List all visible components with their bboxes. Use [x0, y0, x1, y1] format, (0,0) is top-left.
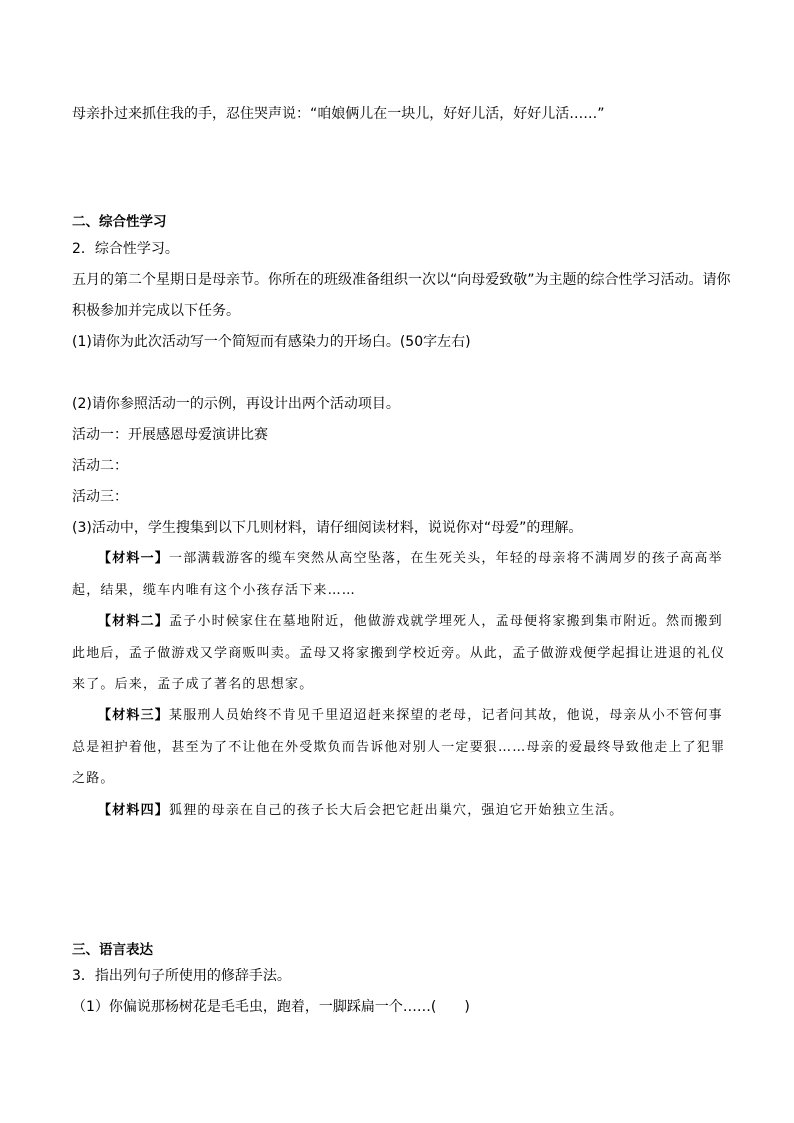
material-4: [72, 795, 727, 827]
question-3-item-1: （1）你偏说那杨树花是毛毛虫，跑着，一脚踩扁一个……( ): [72, 999, 470, 1015]
material-4-text: 狐狸的母亲在自己的孩子长大后会把它赶出巢穴，强迫它开始独立生活。: [169, 803, 624, 818]
material-3: [72, 700, 727, 795]
material-4-label: 【材料四】: [98, 803, 170, 818]
section-2-heading: 二、综合性学习: [72, 214, 167, 230]
activity-1: 活动一：开展感恩母爱演讲比赛: [72, 427, 268, 443]
quote-line: 母亲扑过来抓住我的手，忍住哭声说：“咱娘俩儿在一块儿，好好儿活，好好儿活……”: [72, 106, 605, 122]
material-1: [72, 543, 727, 606]
activity-3: 活动三：: [72, 489, 128, 505]
task-1: (1)请你为此次活动写一个简短而有感染力的开场白。(50字左右): [72, 334, 471, 350]
task-2: (2)请你参照活动一的示例，再设计出两个活动项目。: [72, 396, 400, 412]
question-3-title: 3．指出列句子所使用的修辞手法。: [72, 968, 291, 984]
section-3-heading: 三、语言表达: [72, 942, 153, 958]
material-1-text: 一部满载游客的缆车突然从高空坠落，在生死关头，年轻的母亲将不满周岁的孩子高高举起，结果，缆车内唯有这个小孩存活下来……: [72, 551, 723, 598]
activity-2: 活动二：: [72, 458, 128, 474]
material-1-label: 【材料一】: [98, 551, 170, 566]
material-2-text: 孟子小时候家住在墓地附近，他做游戏就学埋死人，孟母便将家搬到集市附近。然而搬到此地后，孟子做游戏又学商贩叫卖。孟母又将家搬到学校近旁。从此，孟子做游戏便学起揖让进退的礼仪来了。后来，孟子成了著名的思想家。: [72, 614, 726, 692]
question-2-title: 2．综合性学习。: [72, 241, 179, 257]
material-3-text: 某服刑人员始终不肯见千里迢迢赶来探望的老母，记者问其故，他说，母亲从小不管何事总是袒护着他，甚至为了不让他在外受欺负而告诉他对别人一定要狠……母亲的爱最终导致他走上了犯罪之路。: [72, 708, 726, 786]
material-2: [72, 606, 727, 701]
task-3: (3)活动中，学生搜集到以下几则材料，请仔细阅读材料，说说你对“母爱”的理解。: [72, 520, 583, 536]
material-3-label: 【材料三】: [98, 708, 170, 723]
question-2-intro-line-1: 五月的第二个星期日是母亲节。你所在的班级准备组织一次以“向母爱致敬”为主题的综合性学习活动。请你: [72, 272, 731, 288]
question-2-intro-line-2: 积极参加并完成以下任务。: [72, 303, 240, 319]
material-2-label: 【材料二】: [98, 614, 170, 629]
